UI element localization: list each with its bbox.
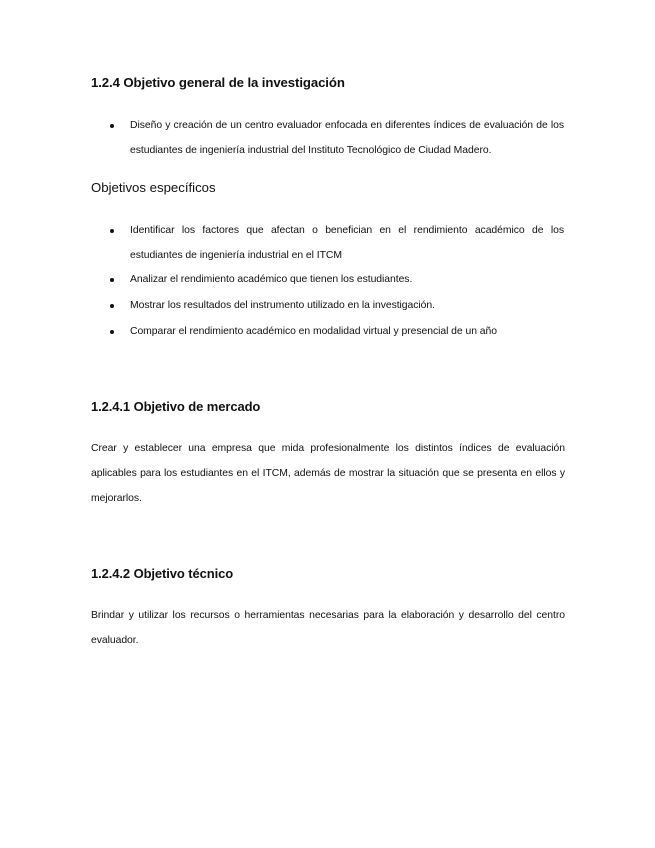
section-mercado-title: 1.2.4.1 Objetivo de mercado xyxy=(91,399,261,414)
bullet-icon xyxy=(110,278,114,282)
section-general-title: 1.2.4 Objetivo general de la investigación xyxy=(91,75,345,90)
specific-objective-text: Identificar los factores que afectan o benefician en el rendimiento académico de los estudiantes de ingeniería industrial en el ITCM xyxy=(130,225,564,261)
specific-objective-text: Mostrar los resultados del instrumento utilizado en la investigación. xyxy=(130,300,435,311)
bullet-icon xyxy=(110,229,114,233)
bullet-icon xyxy=(110,330,114,334)
section-tecnico-title: 1.2.4.2 Objetivo técnico xyxy=(91,566,234,581)
section-mercado-paragraph: Crear y establecer una empresa que mida profesionalmente los distintos índices de evaluación aplicables para los estudiantes en el ITCM, además de mostrar la situación que se presenta en ellos y mejorarlos. xyxy=(91,443,565,504)
section-especificos-title: Objetivos específicos xyxy=(91,180,216,195)
general-objective-text: Diseño y creación de un centro evaluador enfocada en diferentes índices de evaluación de los estudiantes de ingeniería industrial del Instituto Tecnológico de Ciudad Madero. xyxy=(130,120,564,156)
specific-objective-text: Analizar el rendimiento académico que tienen los estudiantes. xyxy=(130,274,413,285)
bullet-icon xyxy=(110,304,114,308)
bullet-icon xyxy=(110,124,114,128)
specific-objective-text: Comparar el rendimiento académico en modalidad virtual y presencial de un año xyxy=(130,326,497,337)
section-tecnico-paragraph: Brindar y utilizar los recursos o herramientas necesarias para la elaboración y desarrollo del centro evaluador. xyxy=(91,610,565,646)
